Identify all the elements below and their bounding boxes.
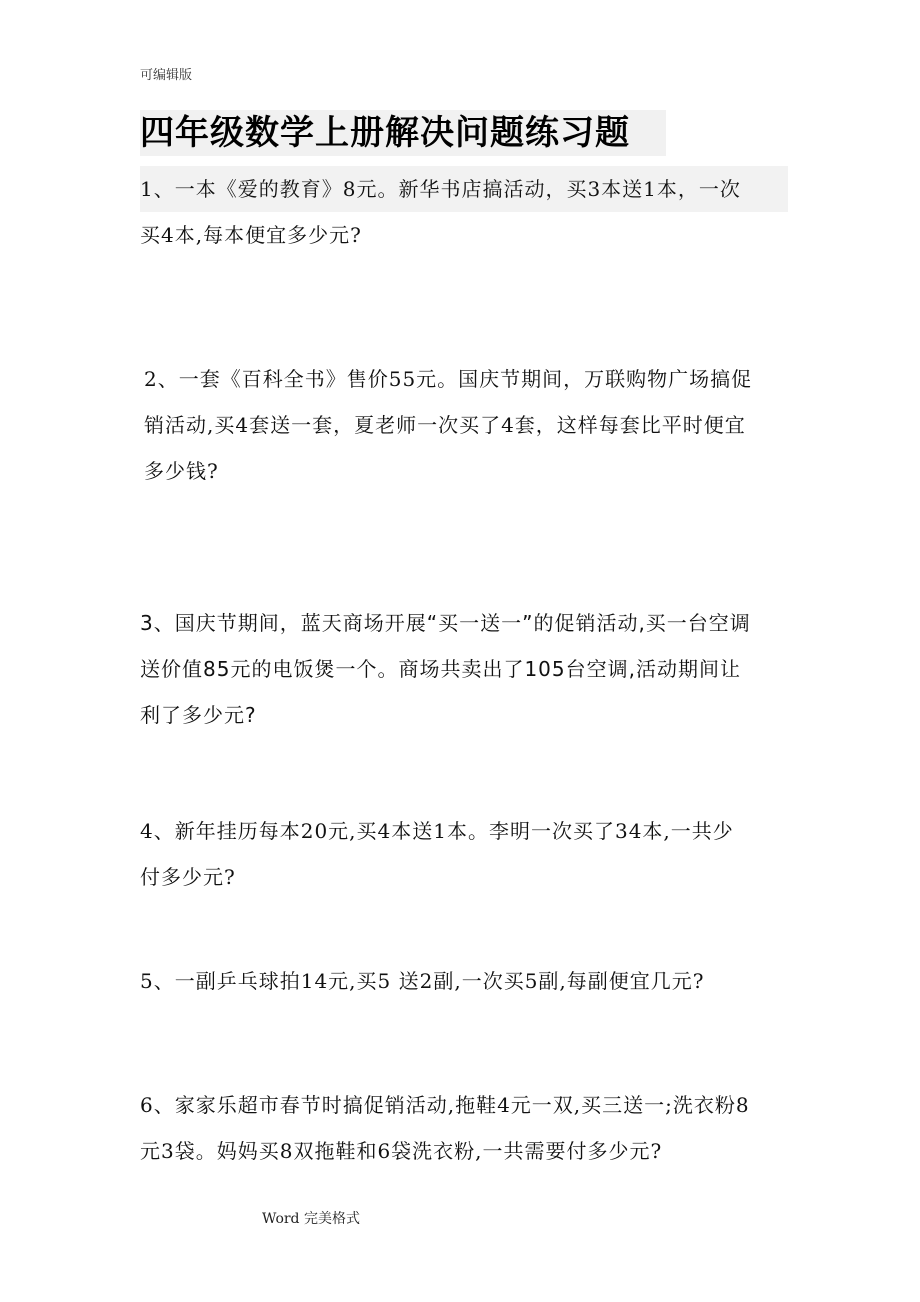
question-1-line-1: 1、一本《爱的教育》8元。新华书店搞活动，买3本送1本，一次 — [140, 166, 788, 212]
question-5-line-1: 5、一副乒乓球拍14元,买5 送2副,一次买5副,每副便宜几元? — [140, 969, 705, 993]
question-4-line-1: 4、新年挂历每本20元,买4本送1本。李明一次买了34本,一共少 — [140, 819, 734, 843]
question-2-line-1: 2、一套《百科全书》售价55元。国庆节期间，万联购物广场搞促 — [144, 367, 753, 391]
question-2-line-2: 销活动,买4套送一套，夏老师一次买了4套，这样每套比平时便宜 — [144, 413, 746, 437]
header-note: 可编辑版 — [140, 68, 193, 83]
question-1 — [140, 166, 788, 258]
question-3 — [140, 600, 788, 738]
question-2 — [144, 356, 792, 494]
question-3-line-2: 送价值85元的电饭煲一个。商场共卖出了105台空调,活动期间让 — [140, 657, 741, 681]
question-2-line-3: 多少钱? — [144, 459, 219, 483]
question-6-line-2: 元3袋。妈妈买8双拖鞋和6袋洗衣粉,一共需要付多少元? — [140, 1139, 663, 1163]
question-3-line-3: 利了多少元? — [140, 703, 257, 727]
question-4-line-2: 付多少元? — [140, 865, 236, 889]
question-5 — [140, 958, 788, 1004]
question-1-line-2: 买4本,每本便宜多少元? — [140, 223, 362, 247]
question-4 — [140, 808, 788, 900]
footer-note: Word 完美格式 — [262, 1211, 360, 1227]
page-title: 四年级数学上册解决问题练习题 — [140, 110, 666, 156]
question-3-line-1: 3、国庆节期间，蓝天商场开展“买一送一”的促销活动,买一台空调 — [140, 611, 751, 635]
question-6-line-1: 6、家家乐超市春节时搞促销活动,拖鞋4元一双,买三送一;洗衣粉8 — [140, 1093, 750, 1117]
question-6 — [140, 1082, 788, 1174]
